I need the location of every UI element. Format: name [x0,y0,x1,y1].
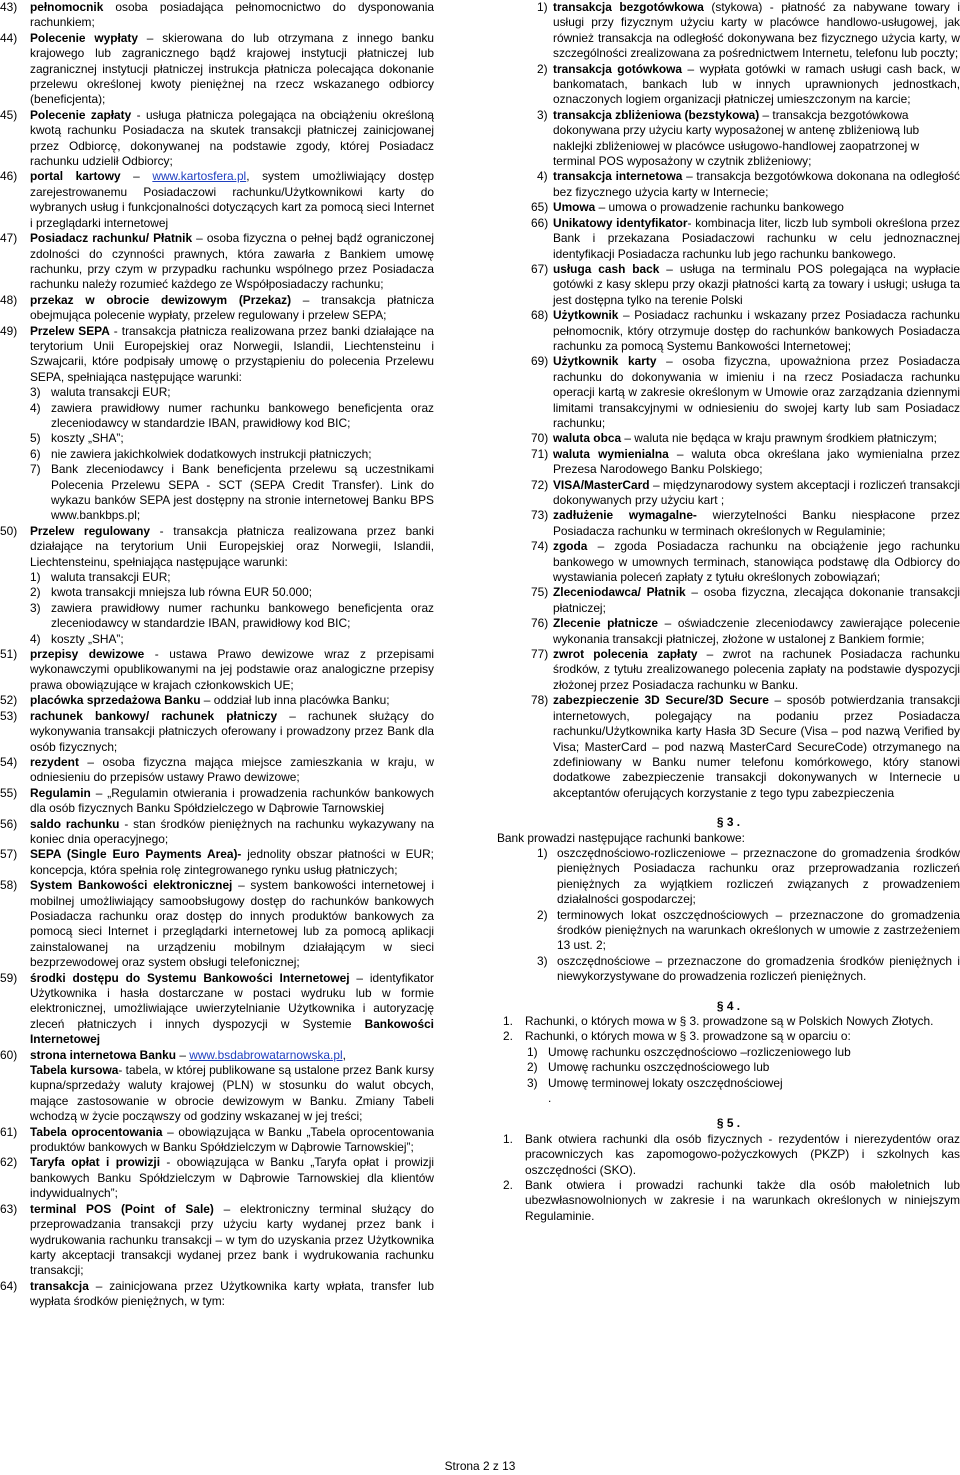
definition-78: 78) zabezpieczenie 3D Secure/3D Secure – sposób potwierdzania transakcji internetowych, polegający na podaniu przez Posiadacza rachunku/Użytkownika karty Hasła 3D Secure (Visa – pod nazwą Verified by Visa; MasterCard – pod nazwą MasterCard SecureCode) otrzymanego na zdefiniowany w Banku numer telefonu komórkowego, który stanowi dodatkowe zabezpieczenie transakcji dokonywanych w Internecie u akceptantów oferujących korzystanie z tego typu zabezpieczenia [531,693,960,800]
definition-72: 72) VISA/MasterCard – międzynarodowy system akceptacji i rozliczeń transakcji dokonywanych przy użyciu kart ; [531,477,960,507]
definition-73: 73) zadłużenie wymagalne- wierzytelności Banku niespłacone przez Posiadacza rachunku w terminach określonych w Regulaminie; [531,508,960,538]
definition-60: 60) strona internetowa Banku – www.bsdabrowatarnowska.pl, Tabela kursowa- tabela, w której publikowane są ustalone przez Bank kursy kupna/sprzedaży waluty krajowej (PLN) w stosunku do walut obcych, mające zastosowanie w obrocie dewizowym w Banku. Zmiany Tabeli wchodzą w życie począwszy od godziny wskazanej w jej treści; [0,1047,434,1124]
section-heading-4: § 4 . [716,998,741,1013]
definition-49: 49) Przelew SEPA - transakcja płatnicza realizowana przez banki działające na terytorium Unii Europejskiej oraz Norwegii, Islandii, Liechtensteinu i Szwajcarii, które podpisały umowę o przystąpieniu do polecenia Przelewu SEPA, spełniająca następujące warunki: [0,323,434,384]
definition-55: 55) Regulamin – „Regulamin otwierania i prowadzenia rachunków bankowych dla osób fizycznych Banku Spółdzielczego w Dąbrowie Tarnowskiej [0,785,434,816]
definition-48: 48) przekaz w obrocie dewizowym (Przekaz) – transakcja płatnicza obejmująca polecenie wypłaty, przelew regulowany i przelew SEPA; [0,292,434,323]
section-heading-5: § 5 . [716,1116,741,1131]
definition-47: 47) Posiadacz rachunku/ Płatnik – osoba fizyczna o pełnej bądź ograniczonej zdolności do czynności prawnych, która zawarła z Bankiem umowę rachunku, przy czym w przypadku rachunku wspólnego przez Posiadacza rachunku należy rozumieć każdego ze Współposiadaczy rachunku; [0,231,435,292]
definition-56: 56) saldo rachunku - stan środków pieniężnych na rachunku wykazywany na koniec dnia operacyjnego; [0,816,434,846]
definition-57: 57) SEPA (Single Euro Payments Area)- jednolity obszar płatności w EUR; koncepcja, która spełnia rolę zintegrowanego rynku usług płatniczych; [0,847,434,877]
list-item: 7) Bank zleceniodawcy i Bank beneficjenta przelewu są uczestnikami Polecenia Przelewu SEPA - SCT (SEPA Credit Transfer). Link do wykazu banków SEPA jest dostępny na stronie internetowej Banku BPS www.bankbps.pl; [30,462,434,523]
definition-51: 51) przepisy dewizowe - ustawa Prawo dewizowe wraz z przepisami wykonawczymi opublikowanymi na jej podstawie oraz analogiczne przepisy prawa obowiązujące w krajach członkowskich UE; [0,647,435,692]
definition-77: 77) zwrot polecenia zapłaty – zwrot na rachunek Posiadacza rachunku środków, z tytułu zrealizowanego polecenia zapłaty na podstawie dyspozycji złożonej przez Posiadacza rachunku w Banku. [531,647,960,692]
definition-50: 50) Przelew regulowany - transakcja płatnicza realizowana przez banki działające na terytorium Unii Europejskiej oraz Norwegii, Islandii, Liechtensteinu, spełniająca następujące warunki: [0,523,434,569]
transaction-type-1: 1) transakcja bezgotówkowa (stykowa) - płatność za nabywane towary i usługi przy fizycznym użyciu karty w placówce handlowo-usługowej, jak również transakcja na odległość dokonywana bez fizycznego użycia karty, w szczególności zrealizowana za pośrednictwem Internetu, telefonu lub poczty; [537,0,960,61]
list-item: 1) oszczędnościowo-rozliczeniowe – przeznaczone do gromadzenia środków pieniężnych Posiadacza rachunku oraz przeprowadzania rozliczeń pieniężnych za wyjątkiem rozliczeń związanych z prowadzeniem działalności gospodarczej; [537,845,960,907]
list-item: 2) terminowych lokat oszczędnościowych – przeznaczone do gromadzenia środków pieniężnych na warunkach określonych w umowie z zastrzeżeniem 13 ust. 2; [537,907,960,953]
page-number: Strona 2 z 13 [444,1459,516,1473]
section-intro: Bank prowadzi następujące rachunki bankowe: [497,830,745,845]
list-item: 4) koszty „SHA”; [30,631,124,646]
paragraph-item: 1. Rachunki, o których mowa w § 3. prowadzone są w Polskich Nowych Złotych. [503,1014,934,1028]
definition-66: 66) Unikatowy identyfikator- kombinacja liter, liczb lub symboli określona przez Bank i przekazana Posiadaczowi rachunku w celu jednoznacznej identyfikacji Posiadacza rachunku lub jego rachunku bankowego. [531,215,960,261]
bank-website-link[interactable]: www.bsdabrowatarnowska.pl [189,1047,343,1062]
definition-71: 71) waluta wymienialna – waluta obca określana jako wymienialna przez Prezesa Narodowego Banku Polskiego; [531,446,960,477]
definition-59: 59) środki dostępu do Systemu Bankowości Internetowej – identyfikator Użytkownika i hasła dostarczane w postaci wydruku lub w formie elektronicznej, umożliwiające uwierzytelnianie Użytkownika i autoryzację zleceń płatniczych i innych dyspozycji w Systemie Bankowości Internetowej [0,970,434,1047]
list-item: 5) koszty „SHA”; [30,431,124,446]
definition-54: 54) rezydent – osoba fizyczna mająca miejsce zamieszkania w kraju, w odniesieniu do przepisów ustawy Prawo dewizowe; [0,754,434,785]
definition-68: 68) Użytkownik – Posiadacz rachunku i wskazany przez Posiadacza rachunku pełnomocnik, który otrzymuje dostęp do rachunków bankowych Posiadacza rachunku za pomocą Systemu Bankowości Internetowej; [531,308,960,353]
definition-67: 67) usługa cash back – usługa na terminalu POS polegająca na wypłacie gotówki z kasy sklepu przy okazji płatności kartą za towary i usługi; usługa ta jest dostępna tylko na terenie Polski [531,261,960,307]
list-item: 3) waluta transakcji EUR; [30,385,171,400]
definition-44: 44) Polecenie wypłaty – skierowana do lub otrzymana z innego banku krajowego lub zagranicznego bądź krajowej instytucji płatniczej lub zagranicznej instytucji płatniczej instrukcja płatnicza polecająca dokonanie przelewu określonej kwoty pieniężnej na rzecz wskazanego odbiorcy (beneficjenta); [0,30,435,107]
list-item: 2) kwota transakcji mniejsza lub równa EUR 50.000; [30,585,313,600]
transaction-type-3: 3) transakcja zbliżeniowa (bezstykowa) – transakcja bezgotówkowa dokonywana przy użyciu karty wyposażonej w antenę zbliżeniową lub naklejki zbliżeniowej w placówce usługowo-handlowej zaopatrzonej w terminal POS wyposażony w czytnik zbliżeniowy; [537,107,920,169]
definition-53: 53) rachunek bankowy/ rachunek płatniczy – rachunek służący do wykonywania transakcji płatniczych oferowany i prowadzony przez Bank dla osób fizycznych; [0,708,434,754]
list-item: 3) oszczędnościowe – przeznaczone do gromadzenia środków pieniężnych i niewykorzystywane do prowadzenia rozliczeń pieniężnych. [537,953,960,984]
list-item: 3) Umowę terminowej lokaty oszczędnościowej [527,1075,783,1090]
list-item: 6) nie zawiera jakichkolwiek dodatkowych instrukcji płatniczych; [30,446,372,461]
list-item: 3) zawiera prawidłowy numer rachunku bankowego beneficjenta oraz zleceniodawcy w standardzie IBAN, prawidłowy kod BIC; [30,600,434,631]
definition-65: 65) Umowa – umowa o prowadzenie rachunku bankowego [531,200,844,215]
definition-62: 62) Taryfa opłat i prowizji - obowiązująca w Banku „Taryfa opłat i prowizji bankowych Banku Spółdzielczym w Dąbrowie Tarnowskiej dla klientów indywidualnych”; [0,1155,434,1201]
right-column [497,0,960,1224]
list-item: 1) Umowę rachunku oszczędnościowo –rozliczeniowego lub [527,1044,851,1059]
definition-43: 43) pełnomocnik osoba posiadająca pełnomocnictwo do dysponowania rachunkiem; [0,0,434,30]
definition-46: 46) portal kartowy – www.kartosfera.pl, system umożliwiający dostęp zarejestrowanemu Posiadaczowi rachunku/Użytkownikowi karty do wybranych usług i funkcjonalności dotyczących kart za pomocą sieci Internet i przeglądarki internetowej [0,169,434,230]
list-item: 2) Umowę rachunku oszczędnościowego lub [527,1060,770,1075]
paragraph-item: 2. Bank otwiera i prowadzi rachunki także dla osób małoletnich lub ubezwłasnowolnionych w zakresie i na warunkach określonych w niniejszym Regulaminie. [503,1178,960,1223]
section-heading-3: § 3 . [716,815,741,830]
transaction-type-2: 2) transakcja gotówkowa – wypłata gotówki w ramach usługi cash back, w bankomatach, bankach lub w innych uprawnionych jednostkach, oznaczonych logiem organizacji płatniczej umieszczonym na karcie; [537,61,960,107]
definition-61: 61) Tabela oprocentowania – obowiązująca w Banku „Tabela oprocentowania produktów bankowych w Banku Spółdzielczym w Dąbrowie Tarnowskiej”; [0,1124,434,1155]
list-item: 1) waluta transakcji EUR; [30,570,171,585]
transaction-type-4: 4) transakcja internetowa – transakcja bezgotówkowa dokonana na odległość bez fizycznego użycia karty w Internecie; [537,169,960,199]
definition-70: 70) waluta obca – waluta nie będąca w kraju prawnym środkiem płatniczym; [531,431,937,446]
paragraph-item: 1. Bank otwiera rachunki dla osób fizycznych - rezydentów i nierezydentów oraz pracowniczych kas zapomogowo-pożyczkowych (PKZP) i szkolnych kas oszczędności (SKO). [503,1131,960,1177]
paragraph-item: 2. Rachunki, o których mowa w § 3. prowadzone są w oparciu o: [503,1029,851,1044]
definition-76: 76) Zlecenie płatnicze – oświadczenie zleceniodawcy zawierające polecenie wykonania transakcji płatniczej, złożone w ustalonej z Bankiem formie; [531,616,960,646]
left-column [0,0,434,1310]
definition-69: 69) Użytkownik karty – osoba fizyczna, upoważniona przez Posiadacza rachunku do dokonywania w imieniu i na rzecz Posiadacza rachunku operacji kartą w zakresie określonym w Umowie oraz zarządzania dziennymi limitami transakcyjnymi w odniesieniu do swojej karty lub sam Posiadacz rachunku; [531,354,960,430]
definition-74: 74) zgoda – zgoda Posiadacza rachunku na obciążenie jego rachunku bankowego w umownych terminach, stanowiąca podstawę dla Odbiorcy do wystawiania poleceń zapłaty z tytułu określonych zobowiązań; [531,539,960,585]
kartosfera-link[interactable]: www.kartosfera.pl [152,169,247,184]
definition-75: 75) Zleceniodawca/ Płatnik – osoba fizyczna, zlecająca dokonanie transakcji płatniczej; [531,585,960,615]
definition-64: 64) transakcja – zainicjowana przez Użytkownika karty wpłata, transfer lub wypłata środków pieniężnych, w tym: [0,1278,434,1309]
list-item: 4) zawiera prawidłowy numer rachunku bankowego beneficjenta oraz zleceniodawcy w standardzie IBAN, prawidłowy kod BIC; [30,400,434,430]
list-terminator: . [548,1091,552,1106]
definition-58: 58) System Bankowości elektronicznej – system bankowości internetowej i mobilnej umożliwiający samoobsługowy dostęp do rachunków bankowych Posiadacza rachunku oraz dostęp do innych produktów bankowych za pomocą sieci Internet i przeglądarki internetowej lub za pomocą aplikacji zainstalowanej na urządzeniu mobilnym działającym w sieci bezprzewodowej oraz system obsługi telefonicznej; [0,878,434,970]
definition-63: 63) terminal POS (Point of Sale) – elektroniczny terminal służący do przeprowadzania transakcji przy użyciu karty wydanej przez bank i wydrukowania rachunku transakcji – w tym do uzyskania przez Użytkownika karty akceptacji transakcji wydanej przez bank i wydrukowania rachunku transakcji; [0,1201,434,1278]
definition-52: 52) placówka sprzedażowa Banku – oddział lub inna placówka Banku; [0,693,390,708]
definition-45: 45) Polecenie zapłaty - usługa płatnicza polegająca na obciążeniu określoną kwotą rachunku Posiadacza na skutek transakcji płatniczej zainicjowanej przez Odbiorcę, dokonywanej na podstawie zgody, której Posiadacz rachunku udzielił Odbiorcy; [0,107,434,169]
